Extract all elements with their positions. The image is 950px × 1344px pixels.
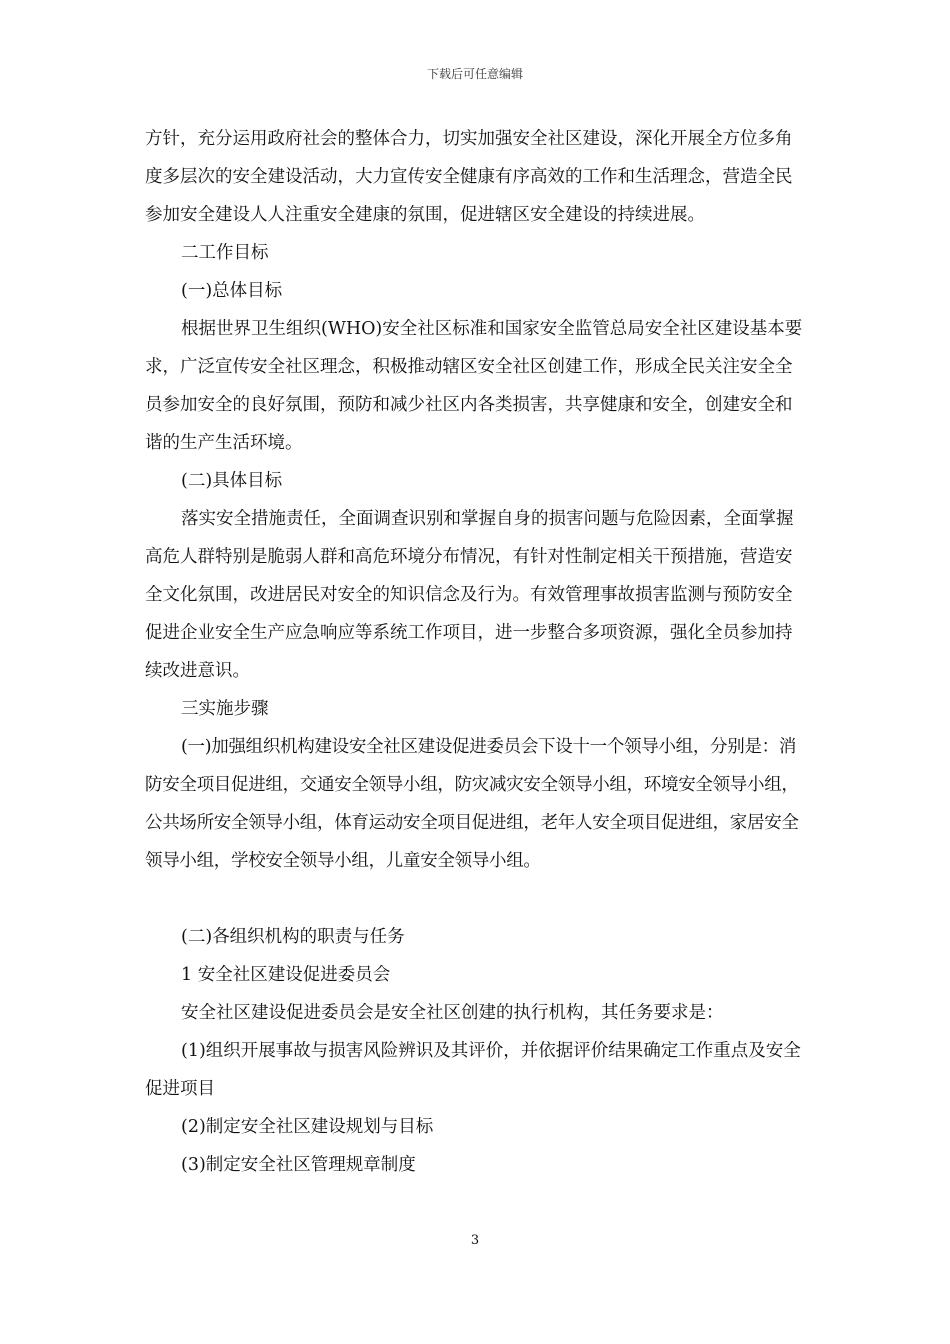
heading-implementation-steps: 三实施步骤 <box>181 699 269 719</box>
paragraph-committee-role: 安全社区建设促进委员会是安全社区创建的执行机构，其任务要求是： <box>181 1003 724 1023</box>
paragraph-intro: 方针，充分运用政府社会的整体合力，切实加强安全社区建设，深化开展全方位多角度多层次的安全建设活动，大力宣传安全健康有序高效的工作和生活理念，营造全民参加安全建设人人注重安全建康的氛围，促进辖区安全建设的持续进展。 <box>145 129 793 225</box>
heading-work-goals: 二工作目标 <box>181 243 269 263</box>
list-item-3: (3)制定安全社区管理规章制度 <box>181 1155 416 1175</box>
page-number: 3 <box>470 1233 480 1248</box>
list-item-1: (1)组织开展事故与损害风险辨识及其评价，并依据评价结果确定工作重点及安全促进项目 <box>145 1041 801 1099</box>
heading-overall-goal: (一)总体目标 <box>181 281 283 301</box>
heading-specific-goal: (二)具体目标 <box>181 471 283 491</box>
paragraph-organization-setup: (一)加强组织机构建设安全社区建设促进委员会下设十一个领导小组，分别是：消防安全项目促进组，交通安全领导小组，防灾减灾安全领导小组，环境安全领导小组，公共场所安全领导小组，体育运动安全项目促进组，老年人安全项目促进组，家居安全领导小组，学校安全领导小组，儿童安全领导小组。 <box>145 737 799 871</box>
paragraph-specific-goal: 落实安全措施责任，全面调查识别和掌握自身的损害问题与危险因素，全面掌握高危人群特别是脆弱人群和高危环境分布情况，有针对性制定相关干预措施，营造安全文化氛围，改进居民对安全的知识信念及行为。有效管理事故损害监测与预防安全促进企业安全生产应急响应等系统工作项目，进一步整合多项资源，强化全员参加持续改进意识。 <box>145 509 794 681</box>
document-body <box>145 120 805 1184</box>
heading-duties-tasks: (二)各组织机构的职责与任务 <box>181 927 405 947</box>
list-item-2: (2)制定安全社区建设规划与目标 <box>181 1117 434 1137</box>
heading-promotion-committee: 1 安全社区建设促进委员会 <box>181 965 391 985</box>
paragraph-overall-goal: 根据世界卫生组织(WHO)安全社区标准和国家安全监管总局安全社区建设基本要求，广泛宣传安全社区理念，积极推动辖区安全社区创建工作，形成全民关注安全全员参加安全的良好氛围，预防和减少社区内各类损害，共享健康和安全，创建安全和谐的生产生活环境。 <box>145 319 803 453</box>
page-header-note: 下载后可任意编辑 <box>426 67 523 81</box>
paragraph-spacer <box>145 880 805 918</box>
